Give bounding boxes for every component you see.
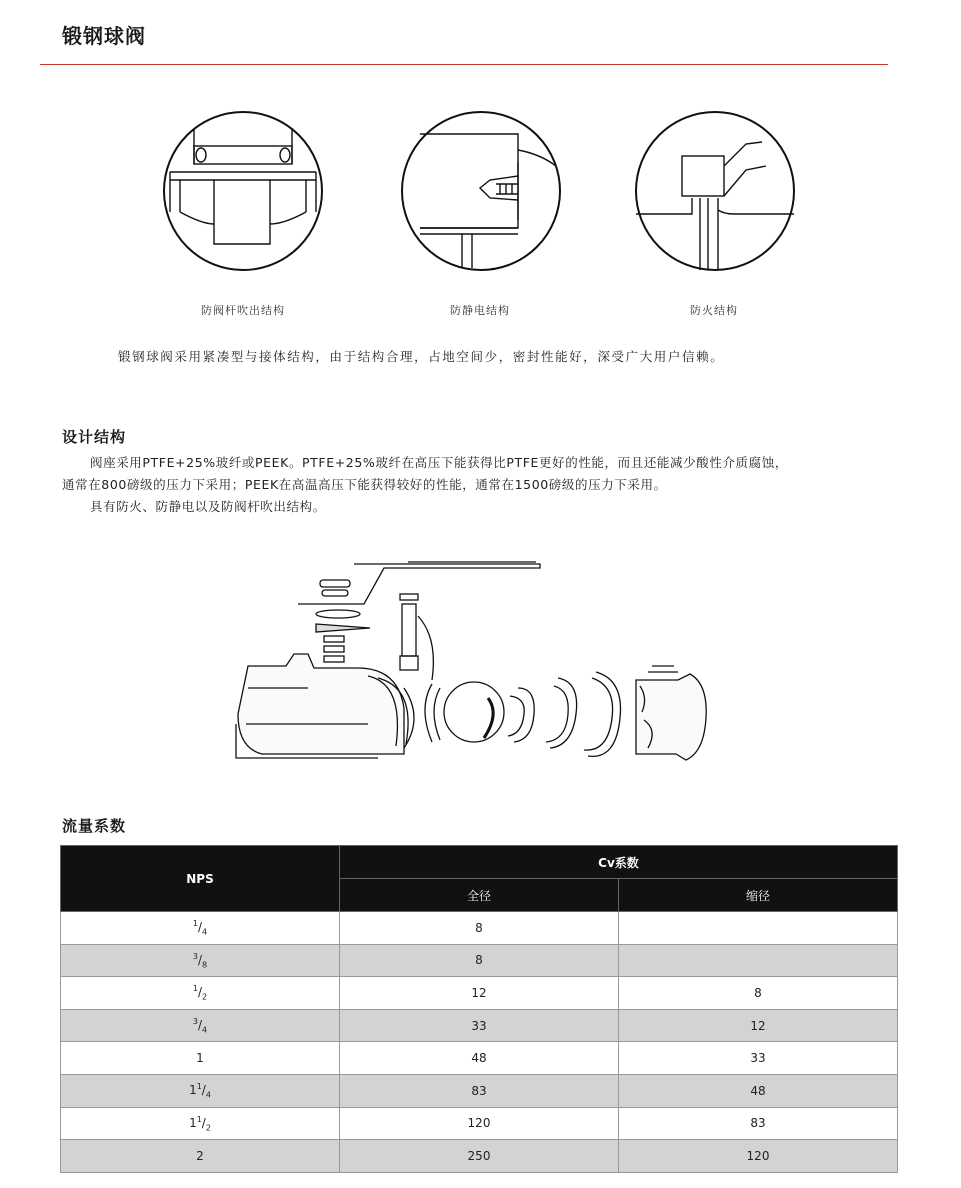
full-bore-cell: 8: [340, 912, 619, 945]
reduced-bore-cell: 8: [619, 977, 898, 1010]
nps-cell: $^1/_4$: [61, 912, 340, 945]
detail-antistatic-illustration: [400, 110, 562, 272]
full-bore-cell: 33: [340, 1009, 619, 1042]
table-row: [61, 1074, 898, 1107]
intro-text: 锻钢球阀采用紧凑型与接体结构，由于结构合理，占地空间少，密封性能好，深受广大用户信赖。: [118, 349, 725, 364]
column-header-reduced-bore: 缩径: [619, 879, 898, 912]
design-line-3: 具有防火、防静电以及防阀杆吹出结构。: [90, 499, 326, 514]
column-header-nps: NPS: [61, 846, 340, 912]
nps-cell: $^1/_2$: [61, 977, 340, 1010]
table-row: [61, 912, 898, 945]
nps-cell: $1^1/_2$: [61, 1107, 340, 1140]
flow-coefficient-table: [60, 845, 898, 1173]
design-line-1: 阀座采用PTFE+25%玻纤或PEEK。PTFE+25%玻纤在高压下能获得比PTFE更好的性能，而且还能减少酸性介质腐蚀，: [90, 455, 788, 470]
flow-heading: 流量系数: [62, 817, 127, 835]
column-header-cv: Cv系数: [340, 846, 898, 879]
detail-caption-fireproof: 防火结构: [690, 304, 738, 317]
full-bore-cell: 48: [340, 1042, 619, 1075]
nps-cell: $^3/_8$: [61, 944, 340, 977]
reduced-bore-cell: 120: [619, 1140, 898, 1173]
detail-caption-antistatic: 防静电结构: [450, 304, 510, 317]
table-row: [61, 977, 898, 1010]
design-line-2: 通常在800磅级的压力下采用；PEEK在高温高压下能获得较好的性能，通常在1500磅级的压力下采用。: [62, 477, 667, 492]
page-title: 锻钢球阀: [62, 24, 146, 48]
title-divider: [40, 64, 888, 65]
detail-caption-stem-blowout: 防阀杆吹出结构: [201, 304, 285, 317]
full-bore-cell: 12: [340, 977, 619, 1010]
full-bore-cell: 250: [340, 1140, 619, 1173]
reduced-bore-cell: 83: [619, 1107, 898, 1140]
table-row: [61, 944, 898, 977]
table-row: [61, 1009, 898, 1042]
table-row: [61, 1140, 898, 1173]
nps-cell: $^3/_4$: [61, 1009, 340, 1042]
full-bore-cell: 83: [340, 1074, 619, 1107]
reduced-bore-cell: 33: [619, 1042, 898, 1075]
design-text: [62, 452, 902, 518]
detail-stem-blowout-illustration: [162, 110, 324, 272]
nps-cell: $1^1/_4$: [61, 1074, 340, 1107]
table-row: [61, 1042, 898, 1075]
full-bore-cell: 120: [340, 1107, 619, 1140]
detail-fireproof-illustration: [634, 110, 796, 272]
full-bore-cell: 8: [340, 944, 619, 977]
design-heading: 设计结构: [62, 428, 127, 446]
reduced-bore-cell: [619, 912, 898, 945]
table-row: [61, 1107, 898, 1140]
column-header-full-bore: 全径: [340, 879, 619, 912]
nps-cell: 2: [61, 1140, 340, 1173]
nps-cell: 1: [61, 1042, 340, 1075]
reduced-bore-cell: 12: [619, 1009, 898, 1042]
reduced-bore-cell: 48: [619, 1074, 898, 1107]
exploded-view-illustration: [228, 548, 748, 778]
reduced-bore-cell: [619, 944, 898, 977]
